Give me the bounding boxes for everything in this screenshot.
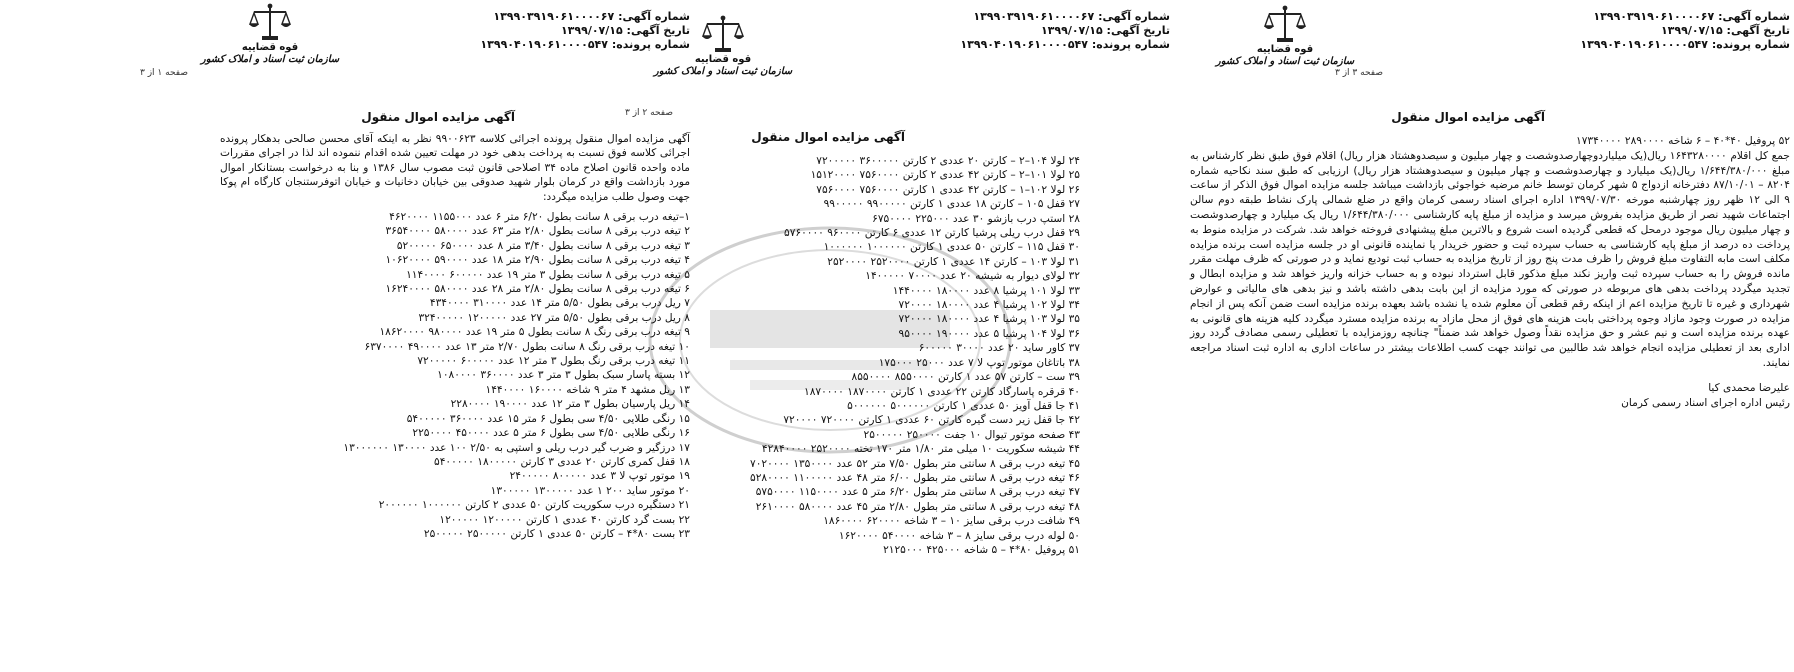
line-item-52: ۵۲ پروفیل ۴۰*۴۰ – ۶ شاخه ۲۸۹۰۰۰۰ ۱۷۳۴۰۰۰۰ xyxy=(1576,135,1790,147)
list-item: ۲۹ قفل درب ریلی پرشیا کارتن ۱۲ عددی ۶ کارتن ۹۶۰۰۰۰ ۵۷۶۰۰۰۰ xyxy=(784,227,1080,240)
list-item: ۱–تیغه درب برقی ۸ سانت بطول ۶/۲۰ متر ۶ عدد ۱۱۵۵۰۰۰ ۴۶۲۰۰۰۰ xyxy=(389,211,690,223)
emblem-line-1: قوه قضاییه xyxy=(1256,44,1314,55)
list-item: ۴۴ شیشه سکوریت ۱۰ میلی متر ۱/۸۰ متر ۱۷۰ تخته ۲۵۲۰۰۰۰ ۴۲۸۴۰۰۰۰ xyxy=(761,443,1080,456)
scales-of-justice-icon xyxy=(701,14,745,54)
judiciary-emblem xyxy=(1210,4,1360,68)
list-item: ۹ تیغه درب برقی رنگ ۸ سانت بطول ۵ متر ۱۹ عدد ۹۸۰۰۰۰ ۱۸۶۲۰۰۰۰ xyxy=(379,326,690,339)
notice-date: تاریخ آگهی: ۱۳۹۹/۰۷/۱۵ xyxy=(560,24,690,37)
list-item: ۳۰ قفل ۱۱۵ – کارتن ۵۰ عددی ۱ کارتن ۱۰۰۰۰۰۰ ۱۰۰۰۰۰۰ xyxy=(823,241,1080,254)
list-item: ۴ تیغه درب برقی ۸ سانت بطول ۲/۹۰ متر ۱۸ عدد ۵۹۰۰۰۰ ۱۰۶۲۰۰۰۰ xyxy=(385,254,690,267)
list-item: ۲ تیغه درب برقی ۸ سانت بطول ۲/۸۰ متر ۶۳ عدد ۵۸۰۰۰۰ ۳۶۵۴۰۰۰۰ xyxy=(385,225,690,238)
emblem-line-1: قوه قضاییه xyxy=(241,42,299,53)
page-label: صفحه ۱ از ۳ xyxy=(140,68,188,78)
list-item: ۱۱ تیغه درب برقی رنگ بطول ۳ متر ۱۲ عدد ۶۰۰۰۰۰ ۷۲۰۰۰۰۰ xyxy=(417,355,690,368)
notice-number: شماره آگهی: ۱۳۹۹۰۳۹۱۹۰۶۱۰۰۰۰۶۷ xyxy=(493,10,690,23)
list-item: ۱۲ بسته پاسار سبک بطول ۳ متر ۳ عدد ۳۶۰۰۰۰ ۱۰۸۰۰۰۰ xyxy=(437,369,690,382)
list-item: ۱۵ رنگی طلایی ۴/۵۰ سی بطول ۶ متر ۱۵ عدد ۳۶۰۰۰۰ ۵۴۰۰۰۰۰ xyxy=(406,412,690,425)
notice-number: شماره آگهی: ۱۳۹۹۰۳۹۱۹۰۶۱۰۰۰۰۶۷ xyxy=(973,10,1170,23)
scales-of-justice-icon xyxy=(1263,4,1307,44)
emblem-line-2: سازمان ثبت اسناد و املاک کشور xyxy=(1215,56,1355,67)
list-item: ۴۵ تیغه درب برقی ۸ سانتی متر بطول ۷/۵۰ متر ۵۲ عدد ۱۳۵۰۰۰۰ ۷۰۲۰۰۰۰ xyxy=(750,457,1080,470)
list-item: ۴۲ جا قفل زیر دست گیره کارتن ۶۰ عددی ۱ کارتن ۷۲۰۰۰۰ ۷۲۰۰۰۰ xyxy=(783,414,1080,427)
notice-date: تاریخ آگهی: ۱۳۹۹/۰۷/۱۵ xyxy=(1660,24,1790,37)
items-list xyxy=(343,210,690,541)
list-item: ۴۹ شافت درب برقی سایز ۱۰ – ۳ شاخه ۶۲۰۰۰۰ ۱۸۶۰۰۰۰ xyxy=(823,515,1080,528)
signatory-title: رئیس اداره اجرای اسناد رسمی کرمان xyxy=(1621,396,1790,409)
list-item: ۱۴ ریل پارسیان بطول ۳ متر ۱۲ عدد ۱۹۰۰۰۰ ۲۲۸۰۰۰۰ xyxy=(450,398,690,411)
list-item: ۲۴ لولا ۱۰۴–۲ – کارتن ۲۰ عددی ۲ کارتن ۳۶۰۰۰۰۰ ۷۲۰۰۰۰۰ xyxy=(816,155,1080,167)
notice-date: تاریخ آگهی: ۱۳۹۹/۰۷/۱۵ xyxy=(1040,24,1170,37)
list-item: ۳ تیغه درب برقی ۸ سانت بطول ۳/۴۰ متر ۸ عدد ۶۵۰۰۰۰ ۵۲۰۰۰۰۰ xyxy=(396,239,690,252)
list-item: ۳۲ لولای دیوار به شیشه ۲۰ عدد ۷۰۰۰۰ ۱۴۰۰۰۰۰ xyxy=(865,270,1080,283)
list-item: ۱۷ درزگیر و ضرب گیر درب ریلی و استپی به ۲/۵۰ ۱۰۰ عدد ۱۳۰۰۰۰ ۱۳۰۰۰۰۰۰ xyxy=(343,441,690,454)
list-item: ۳۳ لولا ۱۰۱ پرشیا ۸ عدد ۱۸۰۰۰۰ ۱۴۴۰۰۰۰ xyxy=(892,284,1080,297)
list-item: ۵۰ لوله درب برقی سایز ۸ – ۳ شاخه ۵۴۰۰۰۰ ۱۶۲۰۰۰۰ xyxy=(838,529,1080,542)
emblem-line-1: قوه قضاییه xyxy=(694,54,752,65)
list-item: ۳۹ ست – کارتن ۵۷ عدد ۱ کارتن ۸۵۵۰۰۰۰ ۸۵۵۰۰۰۰ xyxy=(851,371,1080,384)
page-title: آگهی مزایده اموال منقول xyxy=(361,110,515,124)
items-list xyxy=(750,154,1080,557)
list-item: ۱۳ ریل مشهد ۴ متر ۹ شاخه ۱۶۰۰۰۰ ۱۴۴۰۰۰۰ xyxy=(485,383,690,396)
list-item: ۱۰ تیغه درب برقی رنگ ۸ سانت بطول ۲/۷۰ متر ۱۳ عدد ۴۹۰۰۰۰ ۶۳۷۰۰۰۰ xyxy=(364,340,690,353)
list-item: ۳۸ باتاغان موتور توپ لا ۷ عدد ۲۵۰۰۰ ۱۷۵۰۰۰ xyxy=(878,356,1080,369)
list-item: ۲۵ لولا ۱۰۱–۲ – کارتن ۴۲ عددی ۲ کارتن ۷۵۶۰۰۰۰ ۱۵۱۲۰۰۰۰ xyxy=(810,169,1080,182)
list-item: ۲۱ دستگیره درب سکوریت کارتن ۵۰ عددی ۲ کارتن ۱۰۰۰۰۰۰ ۲۰۰۰۰۰۰ xyxy=(378,499,690,512)
notice-header xyxy=(960,10,1170,52)
emblem-line-2: سازمان ثبت اسناد و املاک کشور xyxy=(200,54,340,65)
scales-of-justice-icon xyxy=(248,2,292,42)
list-item: ۵۱ پروفیل ۸۰*۴ – ۵ شاخه ۴۲۵۰۰۰ ۲۱۲۵۰۰۰ xyxy=(883,543,1080,556)
list-item: ۴۳ صفحه موتور تیوال ۱۰ جفت ۲۵۰۰۰۰ ۲۵۰۰۰۰۰ xyxy=(863,428,1080,441)
notice-number: شماره آگهی: ۱۳۹۹۰۳۹۱۹۰۶۱۰۰۰۰۶۷ xyxy=(1593,10,1790,23)
list-item: ۵ تیغه درب برقی ۸ سانت بطول ۳ متر ۱۹ عدد ۶۰۰۰۰۰ ۱۱۴۰۰۰۰ xyxy=(406,268,690,281)
list-item: ۶ تیغه درب برقی ۸ سانت بطول ۲/۸۰ متر ۲۸ عدد ۵۸۰۰۰۰ ۱۶۲۴۰۰۰۰ xyxy=(385,283,690,296)
page-title: آگهی مزایده اموال منقول xyxy=(751,130,905,144)
file-number: شماره پرونده: ۱۳۹۹۰۴۰۱۹۰۶۱۰۰۰۰۵۴۷ xyxy=(1580,38,1790,51)
document-page-2 xyxy=(625,0,1170,672)
file-number: شماره پرونده: ۱۳۹۹۰۴۰۱۹۰۶۱۰۰۰۰۵۴۷ xyxy=(960,38,1170,51)
list-item: ۴۱ جا قفل آویز ۵۰ عددی ۱ کارتن ۵۰۰۰۰۰۰ ۵۰۰۰۰۰۰ xyxy=(847,399,1080,412)
list-item: ۳۶ لولا ۱۰۴ پرشیا ۵ عدد ۱۹۰۰۰۰ ۹۵۰۰۰۰ xyxy=(898,327,1080,340)
notice-header xyxy=(1580,10,1790,52)
notice-header xyxy=(480,10,690,52)
list-item: ۲۲ بست گرد کارتن ۴۰ عددی ۱ کارتن ۱۲۰۰۰۰۰ ۱۲۰۰۰۰۰ xyxy=(439,513,690,526)
list-item: ۴۰ قرقره پاسارگاد کارتن ۲۲ عددی ۱ کارتن ۱۸۷۰۰۰۰ ۱۸۷۰۰۰۰ xyxy=(804,385,1080,398)
list-item: ۳۴ لولا ۱۰۲ پرشیا ۴ عدد ۱۸۰۰۰۰ ۷۲۰۰۰۰ xyxy=(898,299,1080,312)
document-page-3 xyxy=(1180,0,1790,672)
file-number: شماره پرونده: ۱۳۹۹۰۴۰۱۹۰۶۱۰۰۰۰۵۴۷ xyxy=(480,38,690,51)
intro-paragraph: آگهی مزایده اموال منقول پرونده اجرائی کلاسه ۹۹۰۰۶۲۳ نظر به اینکه آقای محسن صالحی بدهکار پرونده اجرائی کلاسه فوق نسبت به پرداخت بدهی خود در مهلت تعیین شده اقدام ننموده اند لذا در اجرای مقررات ماده واحده قانون اصلاح ماده ۳۴ اصلاحی قانون ثبت مصوب سال ۱۳۸۶ و بنا به درخواست بستانکار اموال مورد بازداشت واقع در کرمان بلوار شهید صدوقی بین خیابان دخانیات و خیابان اتوفرستنجان کارگاه ام پوکا جهت وصول طلب مزایده میگردد: xyxy=(220,133,690,203)
list-item: ۷ ریل درب برقی بطول ۵/۵۰ متر ۱۴ عدد ۳۱۰۰۰۰ ۴۳۴۰۰۰۰ xyxy=(429,297,690,310)
list-item: ۱۸ قفل کمری کارتن ۲۰ عددی ۳ کارتن ۱۸۰۰۰۰۰ ۵۴۰۰۰۰۰ xyxy=(434,455,690,468)
judiciary-emblem xyxy=(195,2,345,66)
list-item: ۲۷ قفل ۱۰۵ – کارتن ۱۸ عددی ۱ کارتن ۹۹۰۰۰۰۰ ۹۹۰۰۰۰۰ xyxy=(823,198,1080,211)
auction-terms-paragraph: جمع کل اقلام ۱۶۴۳۲۸۰۰۰۰ ریال(یک میلیاردوچهارصدوشصت و چهار میلیون و سیصدوهشتاد هزار ریال) اقلام فوق طبق نظر کارشناس به مبلغ ۱/۶۴۴/۳۸۰/۰۰۰ ریال(یک میلیارد و چهارصدوشصت و چهار میلیون و سیصدوهشتاد هزار ریال) ارزیابی که طبق سند نکاحیه شماره ۸۲۰۴ – ۸۷/۱۰/۰۱ دفترخانه ازدواج ۵ شهر کرمان توسط خانم مرضیه خواجوئی بازداشت میباشد جلسه مزایده اموال فوق الذکر از ساعت ۹ الی ۱۲ ظهر روز چهارشنبه مورخه ۱۳۹۹/۰۷/۳۰ اداره اجرای اسناد رسمی کرمان واقع در ضلع شمالی پارک نشاط طبقه دوم سالن اجتماعات شهید نصر از طریق مزایده بفروش میرسد و مزایده از مبلغ پایه کارشناسی ۱/۶۴۴/۳۸۰/۰۰۰ ریال یک میلیارد و چهارصدوشصت و چهار میلیون ریال موجود درمحل که قطعی گردیده است شروع و بالاترین مبلغ پیشنهادی فروخته خواهد شد. شرکت در مزایده منوط به پرداخت ده درصد از مبلغ پایه کارشناسی به حساب سپرده ثبت و حضور خریدار یا نماینده قانونی او در جلسه مزایده است برنده مزایده مکلف است مابه التفاوت مبلغ فروش را ظرف مدت پنج روز از تاریخ مزایده به حساب ثبت تودیع نماید و در صورتی که ظرف مهلت مقرر مانده فروش را به حساب سپرده ثبت واریز نکند مبلغ مذکور قابل استرداد نبوده و به حساب خزانه واریز خواهد شد و مزایده ابطال و تجدید میگردد پرداخت بدهی های مربوطه در صورتی که مورد مزایده از این بابت بدهی داشته باشد و نیز بدهی های مالیاتی و عوارض شهرداری و غیره تا تاریخ مزایده اعم از اینکه رقم قطعی آن معلوم شده یا نشده باشد بعهده برنده مزایده است ضمن آنکه پس از انجام مزایده در صورت وجود مازاد وجوه پرداختی بابت هزینه های فوق از محل مازاد به برنده مزایده مسترد میگردد کلیه هزینه های قانونی به عهده برنده مزایده است و نیم عشر و حق مزایده نقداً وصول خواهد شد ضمناً" چنانچه روزمزایده با تعطیلی رسمی مصادف گردد روز اداری بعد از تعطیلی مزایده انجام خواهد شد طالبین می توانند جهت کسب اطلاعات بیشتر در ساعات اداری به اداره ثبت اسناد مراجعه نمایند. xyxy=(1190,149,1791,369)
list-item: ۳۵ لولا ۱۰۳ پرشیا ۴ عدد ۱۸۰۰۰۰ ۷۲۰۰۰۰ xyxy=(898,313,1080,326)
list-item: ۴۸ تیغه درب برقی ۸ سانتی متر بطول ۲/۸۰ متر ۴۵ عدد ۵۸۰۰۰۰ ۲۶۱۰۰۰۰ xyxy=(755,500,1080,513)
list-item: ۸ ریل درب برقی بطول ۵/۵۰ متر ۲۷ عدد ۱۲۰۰۰۰۰ ۳۲۴۰۰۰۰۰ xyxy=(418,311,690,324)
page-title: آگهی مزایده اموال منقول xyxy=(1391,110,1545,124)
list-item: ۲۸ استپ درب بازشو ۳۰ عدد ۲۲۵۰۰۰ ۶۷۵۰۰۰۰ xyxy=(872,212,1080,225)
signatory-name: علیرضا محمدی کیا xyxy=(1708,381,1790,394)
list-item: ۱۶ رنگی طلایی ۴/۵۰ سی بطول ۶ متر ۵ عدد ۴۵۰۰۰۰ ۲۲۵۰۰۰۰ xyxy=(412,427,690,440)
list-item: ۲۶ لولا ۱۰۲–۱ – کارتن ۴۲ عددی ۱ کارتن ۷۵۶۰۰۰۰ ۷۵۶۰۰۰۰ xyxy=(816,183,1080,196)
list-item: ۳۱ لولا ۱۰۳ – کارتن ۱۴ عددی ۱ کارتن ۲۵۲۰۰۰۰ ۲۵۲۰۰۰۰ xyxy=(827,255,1080,268)
emblem-line-2: سازمان ثبت اسناد و املاک کشور xyxy=(653,66,793,77)
document-page-1 xyxy=(140,0,690,672)
page-label: صفحه ۲ از ۳ xyxy=(625,108,673,118)
list-item: ۴۷ تیغه درب برقی ۸ سانتی متر بطول ۶/۲۰ متر ۵ عدد ۱۱۵۰۰۰۰ ۵۷۵۰۰۰۰ xyxy=(755,486,1080,499)
page-label: صفحه ۳ از ۳ xyxy=(1335,68,1383,78)
list-item: ۴۶ تیغه درب برقی ۸ سانتی متر بطول ۶/۰۰ متر ۴۸ عدد ۱۱۰۰۰۰۰ ۵۲۸۰۰۰۰ xyxy=(750,471,1080,484)
list-item: ۳۷ کاور ساید ۲۰ عدد ۳۰۰۰۰ ۶۰۰۰۰۰ xyxy=(918,342,1080,355)
list-item: ۱۹ موتور توپ لا ۳ عدد ۸۰۰۰۰۰ ۲۴۰۰۰۰۰ xyxy=(509,470,690,483)
list-item: ۲۰ موتور ساید ۲۰۰ ۱ عدد ۱۳۰۰۰۰۰ ۱۳۰۰۰۰۰ xyxy=(490,484,690,497)
notice-body xyxy=(1190,134,1790,410)
signature-block xyxy=(1190,381,1790,411)
list-item: ۲۳ بست ۸۰*۴ – کارتن ۵۰ عددی ۱ کارتن ۲۵۰۰۰۰۰ ۲۵۰۰۰۰۰ xyxy=(423,527,690,540)
